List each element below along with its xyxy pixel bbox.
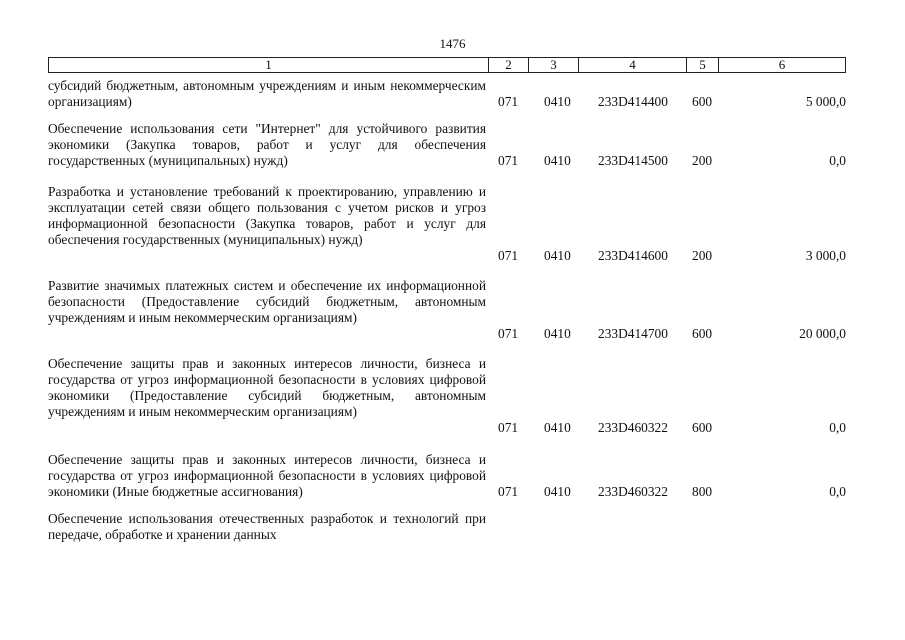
row-amount: 0,0 <box>829 484 846 499</box>
row-section-code: 0410 <box>544 248 571 263</box>
row-section-code: 0410 <box>544 94 571 109</box>
row-admin-code: 071 <box>498 248 519 263</box>
column-header-2: 2 <box>488 57 529 73</box>
row-admin-code: 071 <box>498 484 519 499</box>
row-admin-code: 071 <box>498 326 519 341</box>
row-target-code: 233D460322 <box>598 484 668 499</box>
column-header-1: 1 <box>48 57 489 73</box>
row-expense-type: 600 <box>692 326 713 341</box>
row-expense-type: 600 <box>692 420 713 435</box>
row-description: Обеспечение защиты прав и законных интересов личности, бизнеса и государства от угроз информационной безопасности в условиях цифровой экономики (Предоставление субсидий бюджетным, автономным учреждениям и иным некоммерческим организациям) <box>48 356 486 419</box>
table-row <box>48 184 846 264</box>
table-row <box>48 511 846 543</box>
row-target-code: 233D414600 <box>598 248 668 263</box>
page-number: 1476 <box>439 36 466 51</box>
row-amount: 0,0 <box>829 420 846 435</box>
row-description: Обеспечение использования отечественных разработок и технологий при передаче, обработке и хранении данных <box>48 511 486 542</box>
table-row <box>48 356 846 436</box>
table-row <box>48 278 846 342</box>
table-row <box>48 121 846 169</box>
column-header-6: 6 <box>718 57 846 73</box>
column-header-5: 5 <box>686 57 719 73</box>
table-row <box>48 78 846 110</box>
row-expense-type: 600 <box>692 94 713 109</box>
row-amount: 20 000,0 <box>799 326 846 341</box>
row-section-code: 0410 <box>544 153 571 168</box>
row-target-code: 233D460322 <box>598 420 668 435</box>
row-description: Разработка и установление требований к проектированию, управлению и эксплуатации сетей связи общего пользования с учетом рисков и угроз информационной безопасности (Закупка товаров, работ и услуг для обеспечения государственных (муниципальных) нужд) <box>48 184 486 247</box>
row-target-code: 233D414500 <box>598 153 668 168</box>
row-amount: 5 000,0 <box>805 94 846 109</box>
column-header-4: 4 <box>578 57 687 73</box>
row-section-code: 0410 <box>544 484 571 499</box>
row-section-code: 0410 <box>544 326 571 341</box>
row-amount: 3 000,0 <box>805 248 846 263</box>
row-admin-code: 071 <box>498 420 519 435</box>
row-admin-code: 071 <box>498 94 519 109</box>
row-expense-type: 200 <box>692 153 713 168</box>
row-expense-type: 200 <box>692 248 713 263</box>
row-section-code: 0410 <box>544 420 571 435</box>
row-admin-code: 071 <box>498 153 519 168</box>
row-description: субсидий бюджетным, автономным учреждениям и иным некоммерческим организациям) <box>48 78 486 109</box>
row-amount: 0,0 <box>829 153 846 168</box>
row-target-code: 233D414400 <box>598 94 668 109</box>
row-description: Обеспечение защиты прав и законных интересов личности, бизнеса и государства от угроз информационной безопасности в условиях цифровой экономики (Иные бюджетные ассигнования) <box>48 452 486 499</box>
column-header-3: 3 <box>528 57 579 73</box>
row-expense-type: 800 <box>692 484 713 499</box>
row-description: Развитие значимых платежных систем и обеспечение их информационной безопасности (Предоставление субсидий бюджетным, автономным учреждениям и иным некоммерческим организациям) <box>48 278 486 325</box>
table-row <box>48 452 846 500</box>
row-description: Обеспечение использования сети "Интернет" для устойчивого развития экономики (Закупка товаров, работ и услуг для обеспечения государственных (муниципальных) нужд) <box>48 121 486 168</box>
row-target-code: 233D414700 <box>598 326 668 341</box>
